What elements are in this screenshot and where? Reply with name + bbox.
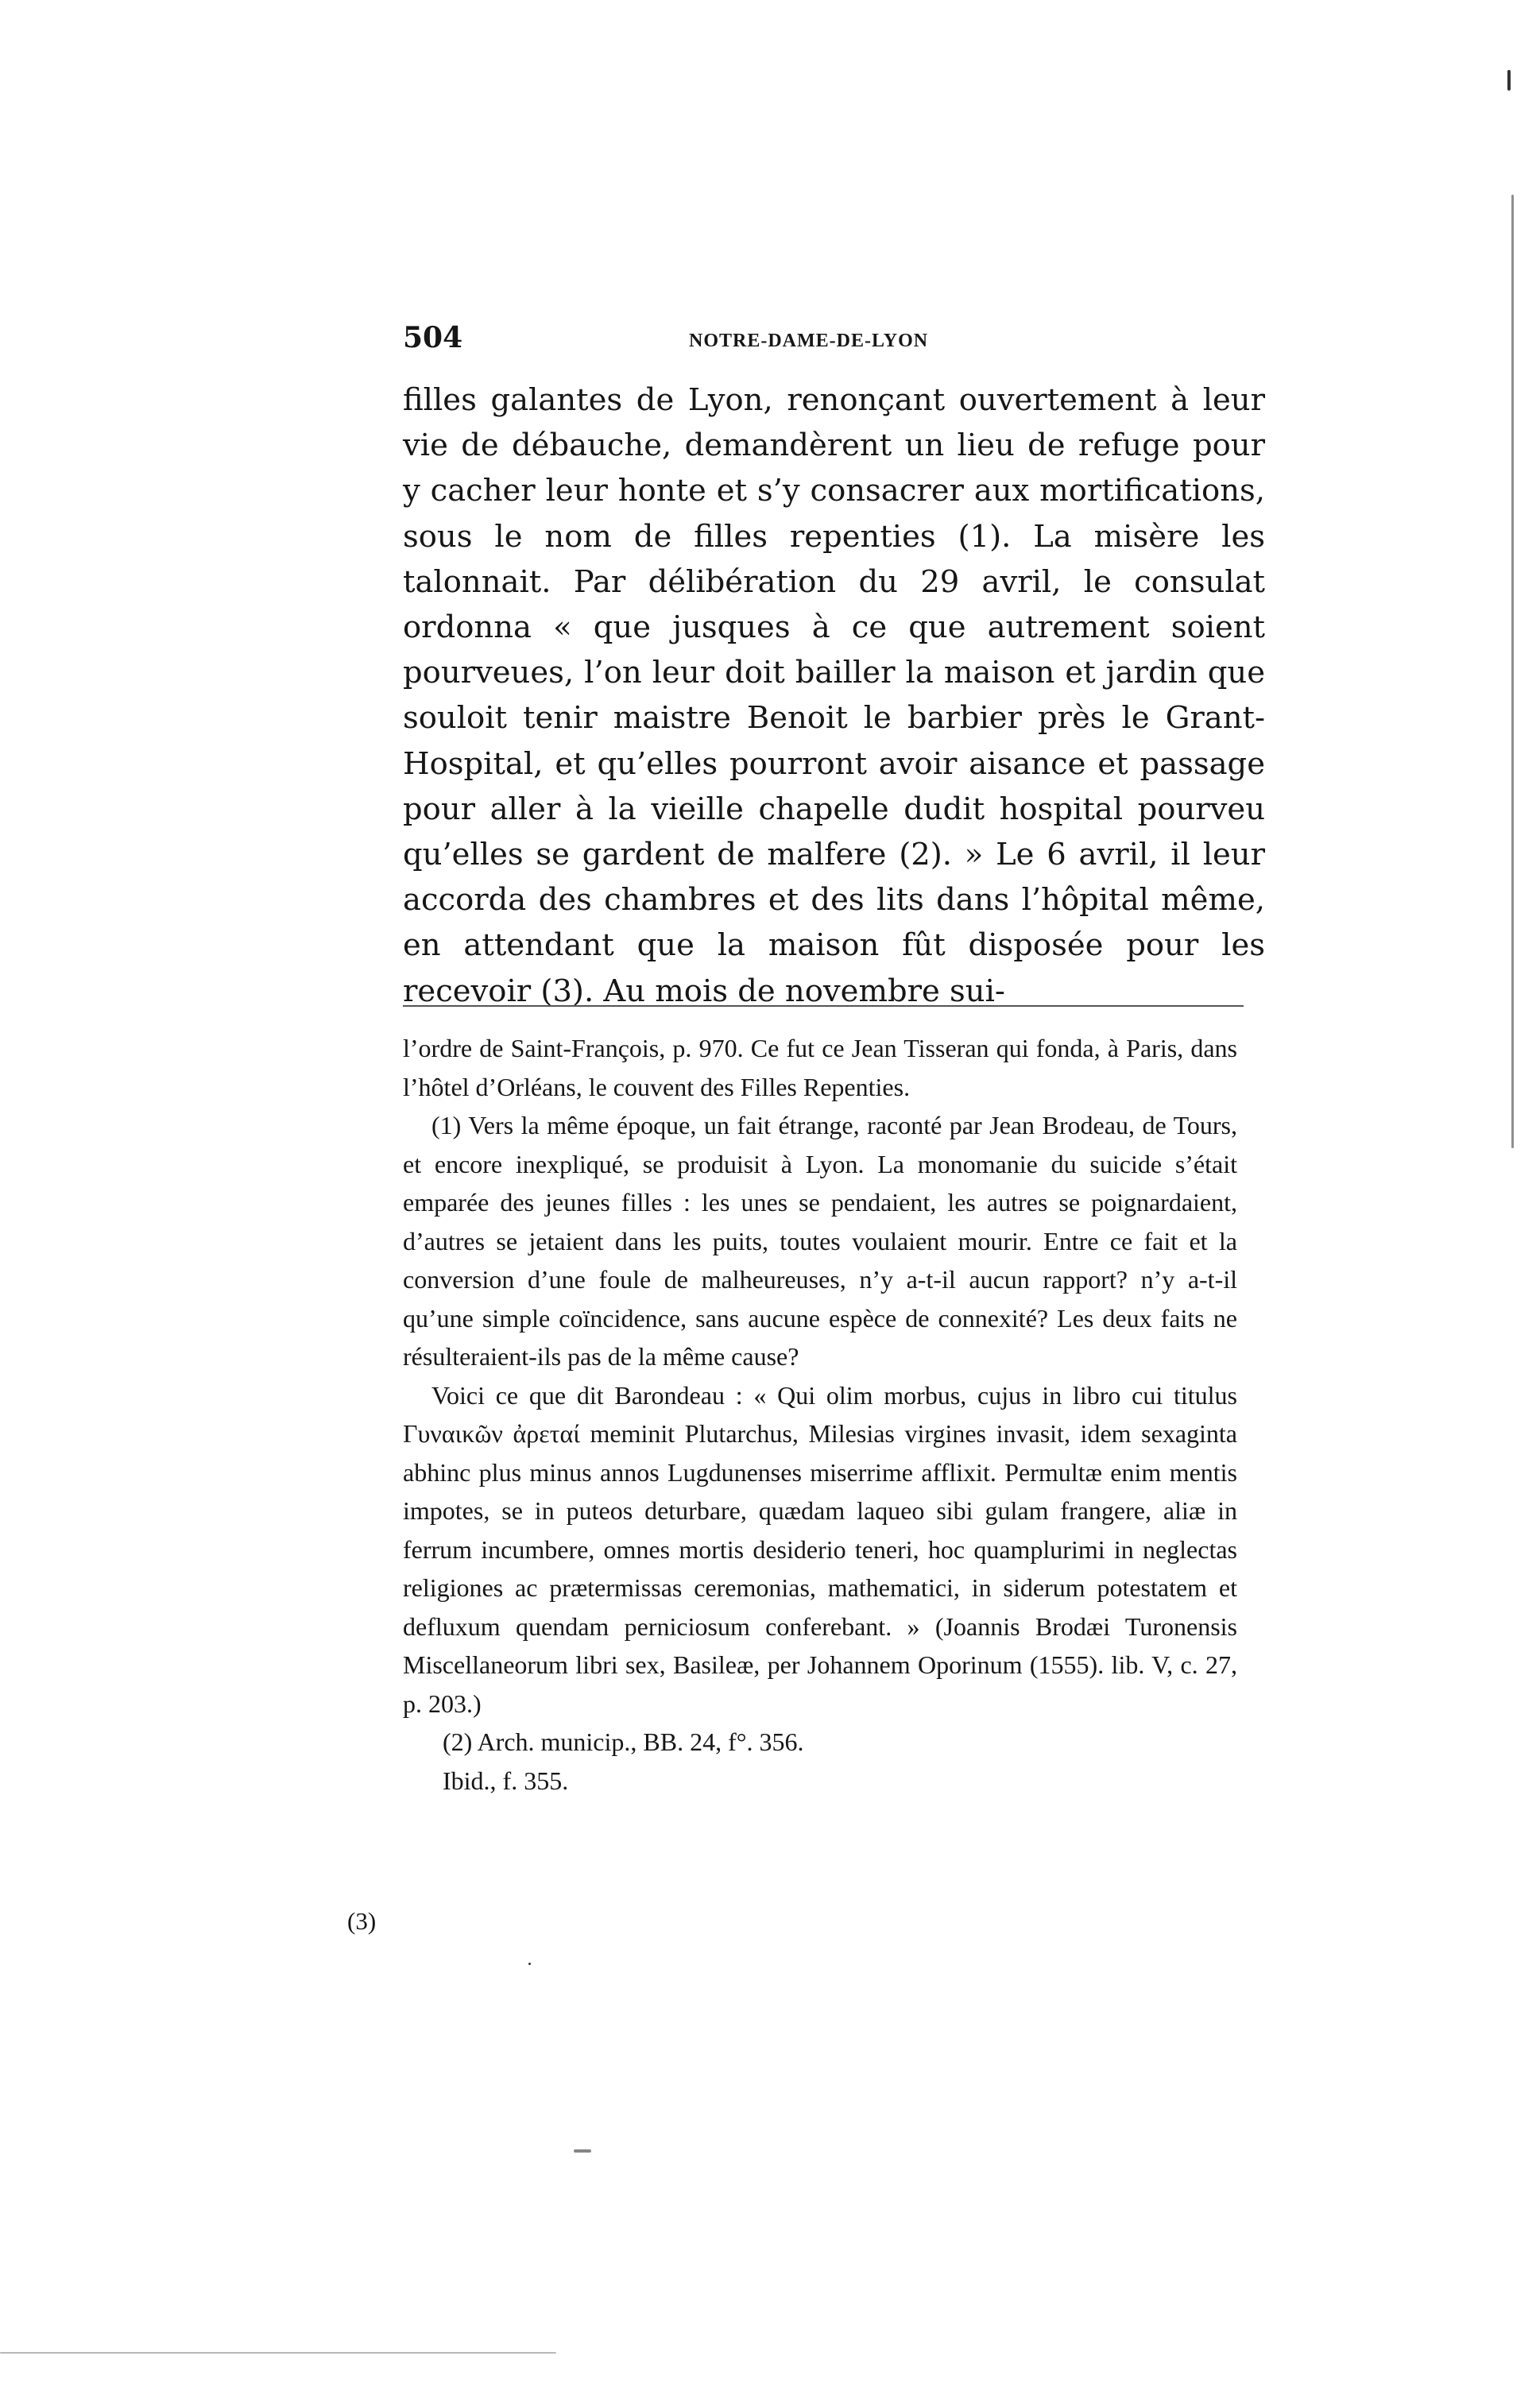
margin-footnote-mark: (3) — [347, 1907, 377, 1935]
scan-speck — [1507, 70, 1511, 91]
scan-bottom-line — [0, 2352, 556, 2354]
footnote-3: Ibid., f. 355. — [443, 1766, 569, 1795]
scan-speck — [528, 1963, 531, 1965]
scan-edge-line — [1511, 195, 1514, 1148]
footnote-separator — [403, 1005, 1244, 1007]
main-paragraph: filles galantes de Lyon, renonçant ouvertement à leur vie de débauche, demandèrent un lieu de refuge pour y cacher leur honte et s’y consacrer aux mortifications, sous le nom de filles repenties (1). La misère les talonnait. Par délibération du 29 avril, le consulat ordonna « que jusques à ce que autrement soient pourveues, l’on leur doit bailler la maison et jardin que souloit tenir maistre Benoit le barbier près le Grant-Hospital, et qu’elles pourront avoir aisance et passage pour aller à la vieille chapelle dudit hospital pourveu qu’elles se gardent de malfere (2). » Le 6 avril, il leur accorda des chambres et des lits dans l’hôpital même, en attendant que la maison fût disposée pour les recevoir (3). Au mois de novembre sui- — [403, 382, 1265, 1009]
footnote-1-quote: Voici ce que dit Barondeau : « Qui olim morbus, cujus in libro cui titulus Γυναικῶν ἀρεταί meminit Plutarchus, Milesias virgines invasit, idem sexaginta abhinc plus minus annos Lugdunenses miserrime afflixit. Permultæ enim mentis impotes, se in puteos deturbare, quædam laqueo sibi gulam frangere, aliæ in ferrum incumbere, omnes mortis desiderio teneri, hoc quamplurimi in neglectas religiones ac prætermissas ceremonias, mathematici, in siderum potestatem et defluxum quendam perniciosum conferebant. » (Joannis Brodæi Turonensis Miscellaneorum libri sex, Basileæ, per Johannem Oporinum (1555). lib. V, c. 27, p. 203.) — [403, 1380, 1237, 1718]
footnotes-block — [403, 1029, 1237, 1800]
footnote-2: (2) Arch. municip., BB. 24, f°. 356. — [443, 1727, 804, 1756]
footnote-1: (1) Vers la même époque, un fait étrange, raconté par Jean Brodeau, de Tours, et encore inexpliqué, se produisit à Lyon. La monomanie du suicide s’était emparée des jeunes filles : les unes se pendaient, les autres se poignardaient, d’autres se jetaient dans les puits, toutes voulaient mourir. Entre ce fait et la conversion d’une foule de malheureuses, n’y a-t-il aucun rapport? n’y a-t-il qu’une simple coïncidence, sans aucune espèce de connexité? Les deux faits ne résulteraient-ils pas de la même cause? — [403, 1111, 1237, 1371]
scan-speck — [574, 2149, 591, 2153]
footnote-continuation: l’ordre de Saint-François, p. 970. Ce fut ce Jean Tisseran qui fonda, à Paris, dans l’hôtel d’Orléans, le couvent des Filles Repenties. — [403, 1034, 1237, 1101]
page-header — [403, 321, 1237, 369]
running-title: NOTRE-DAME-DE-LYON — [689, 331, 929, 351]
page-number: 504 — [403, 321, 463, 354]
main-text-block — [403, 377, 1265, 1014]
